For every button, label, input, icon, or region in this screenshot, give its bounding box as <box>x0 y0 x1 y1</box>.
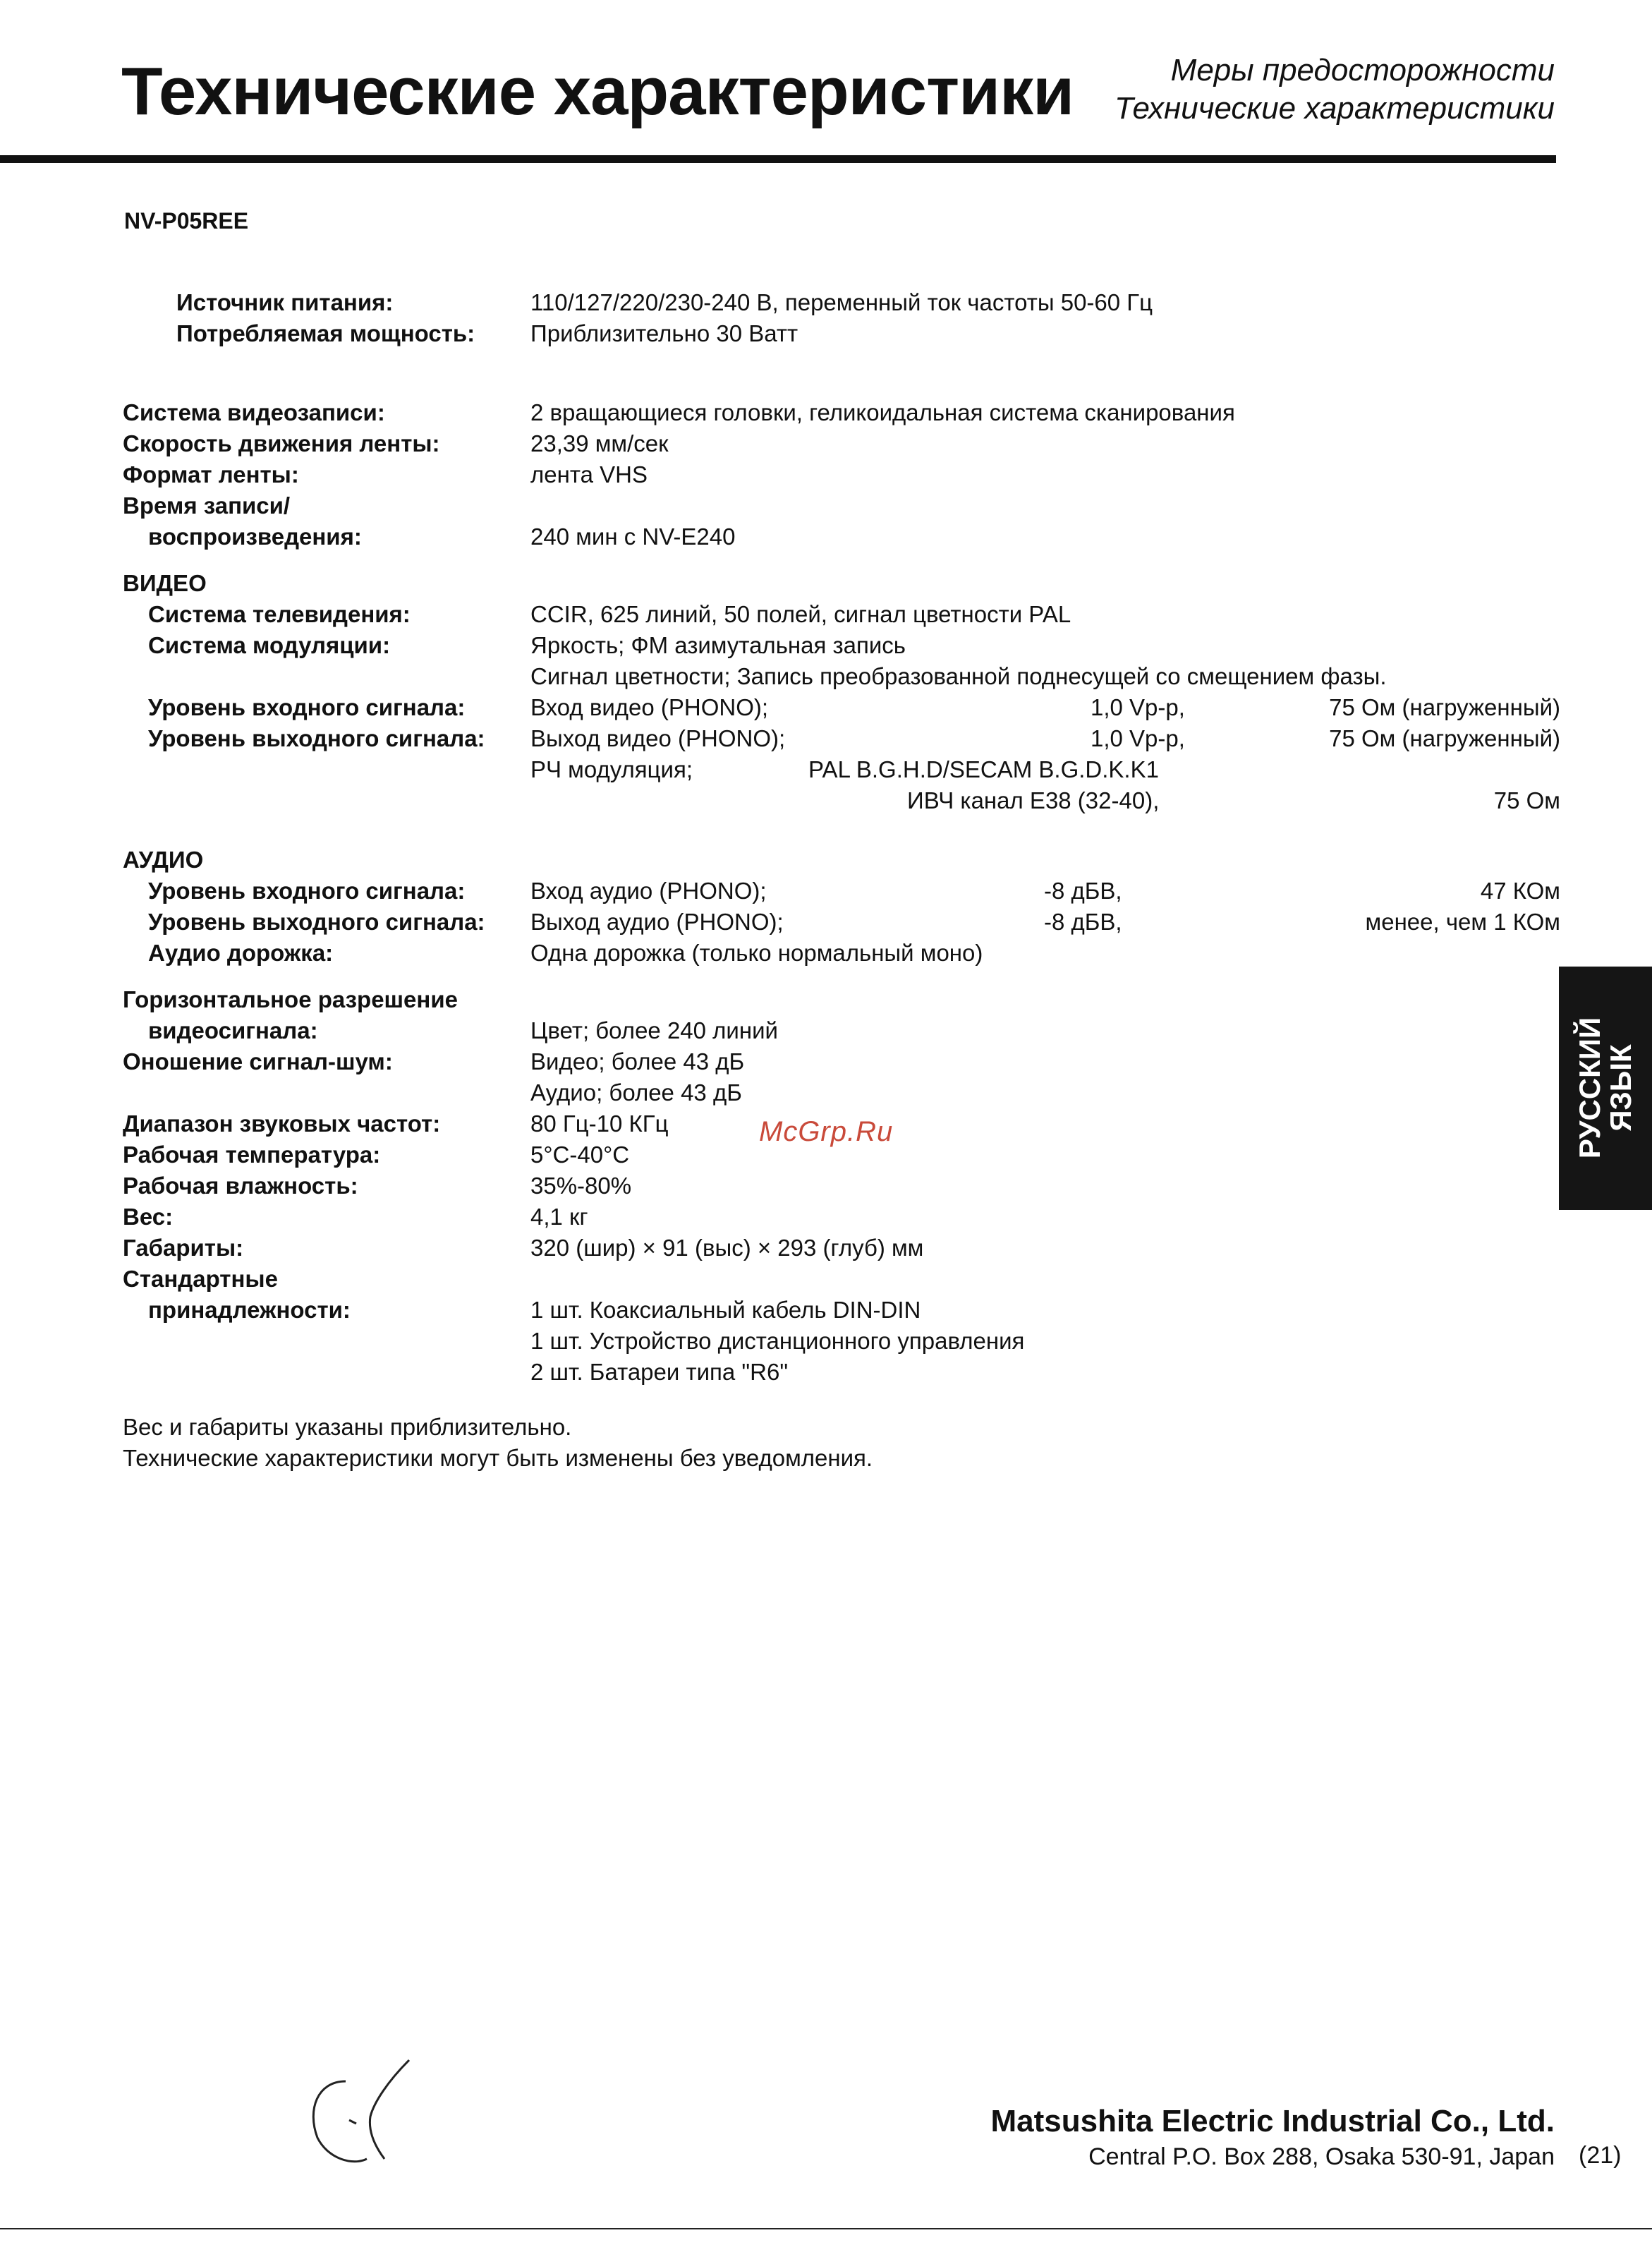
snr-audio-value: Аудио; более 43 дБ <box>530 1079 742 1106</box>
spec-row-snr-video <box>0 1048 1652 1079</box>
dimensions-label: Габариты: <box>123 1235 244 1261</box>
spec-row-video-input <box>0 694 1652 725</box>
rec-system-label: Система видеозаписи: <box>123 399 385 425</box>
spec-row-uhf-channel <box>0 787 1652 818</box>
audio-track-value: Одна дорожка (только нормальный моно) <box>530 940 983 966</box>
rf-modulation-label: РЧ модуляция; <box>530 756 693 782</box>
uhf-impedance: 75 Ом <box>1493 787 1560 813</box>
note-approximate: Вес и габариты указаны приблизительно. <box>123 1414 572 1440</box>
spec-row-tv-system <box>0 601 1652 632</box>
spec-row-humidity <box>0 1173 1652 1204</box>
humidity-label: Рабочая влажность: <box>123 1173 358 1199</box>
spec-row-audio-input <box>0 878 1652 909</box>
power-consumption-label: Потребляемая мощность: <box>176 320 475 346</box>
hres-value: Цвет; более 240 линий <box>530 1017 778 1043</box>
tape-speed-label: Скорость движения ленты: <box>123 430 440 456</box>
model-number: NV-P05REE <box>124 208 249 234</box>
spec-row-rec-time-2 <box>0 523 1652 555</box>
rf-modulation-value: PAL B.G.H.D/SECAM B.G.D.K.K1 <box>808 756 1159 782</box>
spec-row-modulation-2 <box>0 663 1652 694</box>
tv-system-label: Система телевидения: <box>148 601 411 627</box>
rec-time-value: 240 мин с NV-E240 <box>530 523 736 550</box>
header-subtitle-precautions: Меры предосторожности <box>1170 53 1555 87</box>
spec-row-hres-2 <box>0 1017 1652 1048</box>
weight-value: 4,1 кг <box>530 1204 588 1230</box>
video-input-value: Вход видео (PHONO); <box>530 694 769 720</box>
video-output-label: Уровень выходного сигнала: <box>148 725 485 751</box>
spec-row-dimensions <box>0 1235 1652 1266</box>
spec-row-audio-track <box>0 940 1652 971</box>
header-subtitle-specs: Технические характеристики <box>1115 91 1555 126</box>
power-source-label: Источник питания: <box>176 289 394 315</box>
video-input-impedance: 75 Ом (нагруженный) <box>1329 694 1560 720</box>
modulation-value-luma: Яркость; ФМ азимутальная запись <box>530 632 906 658</box>
handwritten-mark <box>303 2053 423 2180</box>
video-output-impedance: 75 Ом (нагруженный) <box>1329 725 1560 751</box>
footer-address: Central P.O. Box 288, Osaka 530-91, Japan <box>1088 2143 1555 2170</box>
uhf-channel-value: ИВЧ канал E38 (32-40), <box>907 787 1160 813</box>
temp-value: 5°C-40°C <box>530 1142 630 1168</box>
footer-rule <box>0 2228 1652 2229</box>
snr-label: Оношение сигнал-шум: <box>123 1048 393 1075</box>
language-tab-line-2: ЯЗЫК <box>1604 1044 1637 1132</box>
power-consumption-value: Приблизительно 30 Ватт <box>530 320 798 346</box>
spec-row-audio-output <box>0 909 1652 940</box>
video-input-level: 1,0 Vp-p, <box>1091 694 1185 720</box>
audio-track-label: Аудио дорожка: <box>148 940 334 966</box>
audio-output-level: -8 дБВ, <box>1044 909 1122 935</box>
rec-time-label-2: воспроизведения: <box>148 523 362 550</box>
spec-row-tape-format <box>0 461 1652 492</box>
footer-company: Matsushita Electric Industrial Co., Ltd. <box>990 2104 1555 2138</box>
spec-row-modulation-1 <box>0 632 1652 663</box>
snr-video-value: Видео; более 43 дБ <box>530 1048 745 1075</box>
audio-output-value: Выход аудио (PHONO); <box>530 909 784 935</box>
spec-row-weight <box>0 1204 1652 1235</box>
audio-output-label: Уровень выходного сигнала: <box>148 909 485 935</box>
modulation-label: Система модуляции: <box>148 632 391 658</box>
spec-row-hres-1 <box>0 986 1652 1017</box>
spec-row-video-output <box>0 725 1652 756</box>
header-rule <box>0 155 1556 163</box>
video-section-heading: ВИДЕО <box>123 570 207 596</box>
accessory-cable: 1 шт. Коаксиальный кабель DIN-DIN <box>530 1297 921 1323</box>
page-title: Технические характеристики <box>121 54 1074 129</box>
audio-section-heading: АУДИО <box>123 847 204 873</box>
power-source-value: 110/127/220/230-240 В, переменный ток частоты 50-60 Гц <box>530 289 1153 315</box>
language-tab <box>1559 967 1652 1210</box>
spec-row-rf-modulation <box>0 756 1652 787</box>
language-tab-line-1: РУССКИЙ <box>1573 1017 1606 1159</box>
freq-label: Диапазон звуковых частот: <box>123 1110 441 1137</box>
spec-row-accessories-2 <box>0 1297 1652 1328</box>
language-tab-text <box>1574 1017 1636 1158</box>
rec-time-label-1: Время записи/ <box>123 492 291 519</box>
modulation-value-chroma: Сигнал цветности; Запись преобразованной поднесущей со смещением фазы. <box>530 663 1387 689</box>
dimensions-value: 320 (шир) × 91 (выс) × 293 (глуб) мм <box>530 1235 924 1261</box>
hres-label-2: видеосигнала: <box>148 1017 318 1043</box>
spec-row-accessories-3 <box>0 1328 1652 1359</box>
accessory-remote: 1 шт. Устройство дистанционного управления <box>530 1328 1025 1354</box>
hres-label-1: Горизонтальное разрешение <box>123 986 458 1012</box>
rec-system-value: 2 вращающиеся головки, геликоидальная система сканирования <box>530 399 1235 425</box>
audio-output-impedance: менее, чем 1 КОм <box>1365 909 1560 935</box>
temp-label: Рабочая температура: <box>123 1142 381 1168</box>
spec-row-accessories-4 <box>0 1359 1652 1390</box>
freq-value: 80 Гц-10 КГц <box>530 1110 669 1137</box>
accessories-label-1: Стандартные <box>123 1266 278 1292</box>
audio-input-label: Уровень входного сигнала: <box>148 878 466 904</box>
audio-input-impedance: 47 КОм <box>1480 878 1560 904</box>
spec-row-tape-speed <box>0 430 1652 461</box>
video-input-label: Уровень входного сигнала: <box>148 694 466 720</box>
note-subject-to-change: Технические характеристики могут быть изменены без уведомления. <box>123 1445 873 1471</box>
tv-system-value: CCIR, 625 линий, 50 полей, сигнал цветности PAL <box>530 601 1071 627</box>
video-output-value: Выход видео (PHONO); <box>530 725 786 751</box>
accessories-label-2: принадлежности: <box>148 1297 351 1323</box>
page-number: (21) <box>1579 2142 1622 2169</box>
weight-label: Вес: <box>123 1204 174 1230</box>
audio-input-value: Вход аудио (PHONO); <box>530 878 767 904</box>
video-output-level: 1,0 Vp-p, <box>1091 725 1185 751</box>
tape-format-label: Формат ленты: <box>123 461 299 488</box>
spec-row-rec-system <box>0 399 1652 430</box>
spec-row-power-source <box>0 289 1652 320</box>
accessory-batteries: 2 шт. Батареи типа "R6" <box>530 1359 789 1385</box>
tape-speed-value: 23,39 мм/сек <box>530 430 669 456</box>
spec-row-accessories-1 <box>0 1266 1652 1297</box>
watermark: McGrp.Ru <box>759 1116 894 1147</box>
spec-row-rec-time-1 <box>0 492 1652 523</box>
spec-row-snr-audio <box>0 1079 1652 1110</box>
audio-input-level: -8 дБВ, <box>1044 878 1122 904</box>
tape-format-value: лента VHS <box>530 461 648 488</box>
spec-row-power-consumption <box>0 320 1652 351</box>
humidity-value: 35%-80% <box>530 1173 632 1199</box>
